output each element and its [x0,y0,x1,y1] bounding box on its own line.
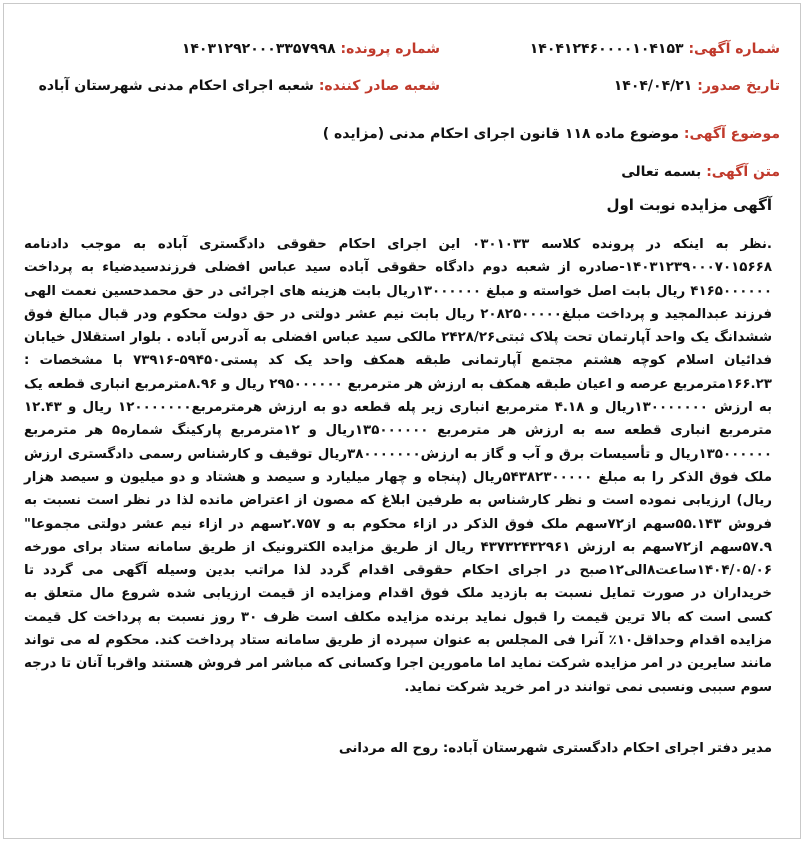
subject-row [323,126,780,142]
ad-number-label: شماره آگهی: [688,41,780,57]
case-number-row [182,41,440,57]
ad-number-row [530,41,780,57]
signature: مدیر دفتر اجرای احکام دادگستری شهرستان آباده: روح اله مردانی [338,741,772,756]
subject-label: موضوع آگهی: [683,126,780,142]
text-intro: بسمه تعالی [621,164,702,180]
notice-body: .نظر به اینکه در پرونده کلاسه ۰۳۰۱۰۳۳ این اجرای احکام حقوقی دادگستری آباده به موجب دادنامه ۱۴۰۳۱۲۳۹۰۰۰۷۰۱۵۶۶۸-صادره از شعبه دوم دادگاه حقوقی آباده سید عباس افضلی فرزندسیدضیاء به پرداخت ۴۱۶۵۰۰۰۰۰۰ ریال بابت اصل خواسته و مبلغ ۱۳۰۰۰۰۰۰ریال بابت هزینه های اجرائی در حق محمدحسین نعمت الهی فرزند عبدالمجید و پرداخت مبلغ۲۰۸۲۵۰۰۰۰۰ ریال بابت نیم عشر دولتی در حق دولت محکوم ودر قبال مبالغ فوق ششدانگ یک واحد آپارتمان تحت پلاک ثبتی۲۴۲۸/۲۶ مالکی سید عباس افضلی به آدرس آباده . بلوار استقلال خیابان فدائیان اسلام کوچه هشتم مجتمع آپارتمانی طبقه همکف واحد یک کد پستی۵۹۴۵۰-۷۳۹۱۶ با مشخصات : ۱۶۶.۲۳مترمربع عرصه و اعیان طبقه همکف به ارزش هر مترمربع ۲۹۵۰۰۰۰۰۰ ریال و ۸.۹۶مترمربع انباری قطعه یک به ارزش ۱۳۰۰۰۰۰۰۰ریال و ۴.۱۸ مترمربع انباری زیر پله قطعه دو به ارزش هرمترمربع۱۲۰۰۰۰۰۰۰ ریال و ۱۲.۴۳ مترمربع انباری قطعه سه به ارزش هر مترمربع ۱۳۵۰۰۰۰۰۰ریال و ۱۲مترمربع پارکینگ شماره۵ هر مترمربع ۱۳۵۰۰۰۰۰۰ریال و تأسیسات برق و آب و گاز به ارزش۳۸۰۰۰۰۰۰۰ریال توقیف و کارشناس رسمی دادگستری ارزش ملک فوق الذکر را به مبلغ ۵۴۳۸۲۳۰۰۰۰۰ریال (پنجاه و چهار میلیارد و سیصد و هشتاد و دو میلیون و سیصد هزار ریال) ارزیابی نموده است و نظر کارشناس به طرفین ابلاغ که مصون از اعتراض مانده لذا در نظر است نسبت به فروش ۵۵.۱۴۳سهم از۷۲سهم ملک فوق الذکر در ازاء محکوم به و ۲.۷۵۷سهم در ازاء نیم عشر دولتی مجموعا" ۵۷.۹سهم از۷۲سهم به ارزش ۴۳۷۳۲۴۳۲۹۶۱ ریال از طریق مزایده الکترونیک از طریق سامانه ستاد برای مورخه ۱۴۰۴/۰۵/۰۶ساعت۸الی۱۲صبح در اجرای احکام حقوقی اقدام گردد لذا مراتب بدین وسیله آگهی می گردد تا خریداران در صورت تمایل نسبت به بازدید ملک فوق اقدام ومزایده از قیمت ارزیابی شده شروع مال متعلق به کسی است که بالا ترین قیمت را قبول نماید برنده مزایده مکلف است ظرف ۳۰ روز نسبت به پرداخت کل قیمت مزایده اقدام وحداقل۱۰٪ آنرا فی المجلس به عنوان سپرده از طریق سامانه ستاد پرداخت کند. محکوم له می تواند مانند سایرین در امر مزایده شرکت نماید اما مامورین اجرا وکسانی که مباشر امر فروش هستند واقربا آنان تا درجه سوم سببی ونسبی نمی توانند در امر خرید شرکت نماید. [24,237,772,695]
issuer-label: شعبه صادر کننده: [318,78,440,94]
case-number-label: شماره پرونده: [340,41,440,57]
issue-date-label: تاریخ صدور: [697,78,780,94]
case-number-value: ۱۴۰۳۱۲۹۲۰۰۰۳۳۵۷۹۹۸ [181,41,336,57]
text-label: متن آگهی: [706,164,780,180]
issuer-value: شعبه اجرای احکام مدنی شهرستان آباده [38,78,314,94]
issue-date-row [614,78,780,94]
subject-value: موضوع ماده ۱۱۸ قانون اجرای احکام مدنی (مزایده ) [322,126,679,142]
ad-number-value: ۱۴۰۴۱۲۴۶۰۰۰۰۱۰۴۱۵۳ [529,41,684,57]
notice-frame [3,3,801,839]
issuer-row [39,78,440,94]
issue-date-value: ۱۴۰۴/۰۴/۲۱ [613,78,693,94]
notice-title: آگهی مزایده نوبت اول [606,196,772,214]
text-row [621,164,780,180]
